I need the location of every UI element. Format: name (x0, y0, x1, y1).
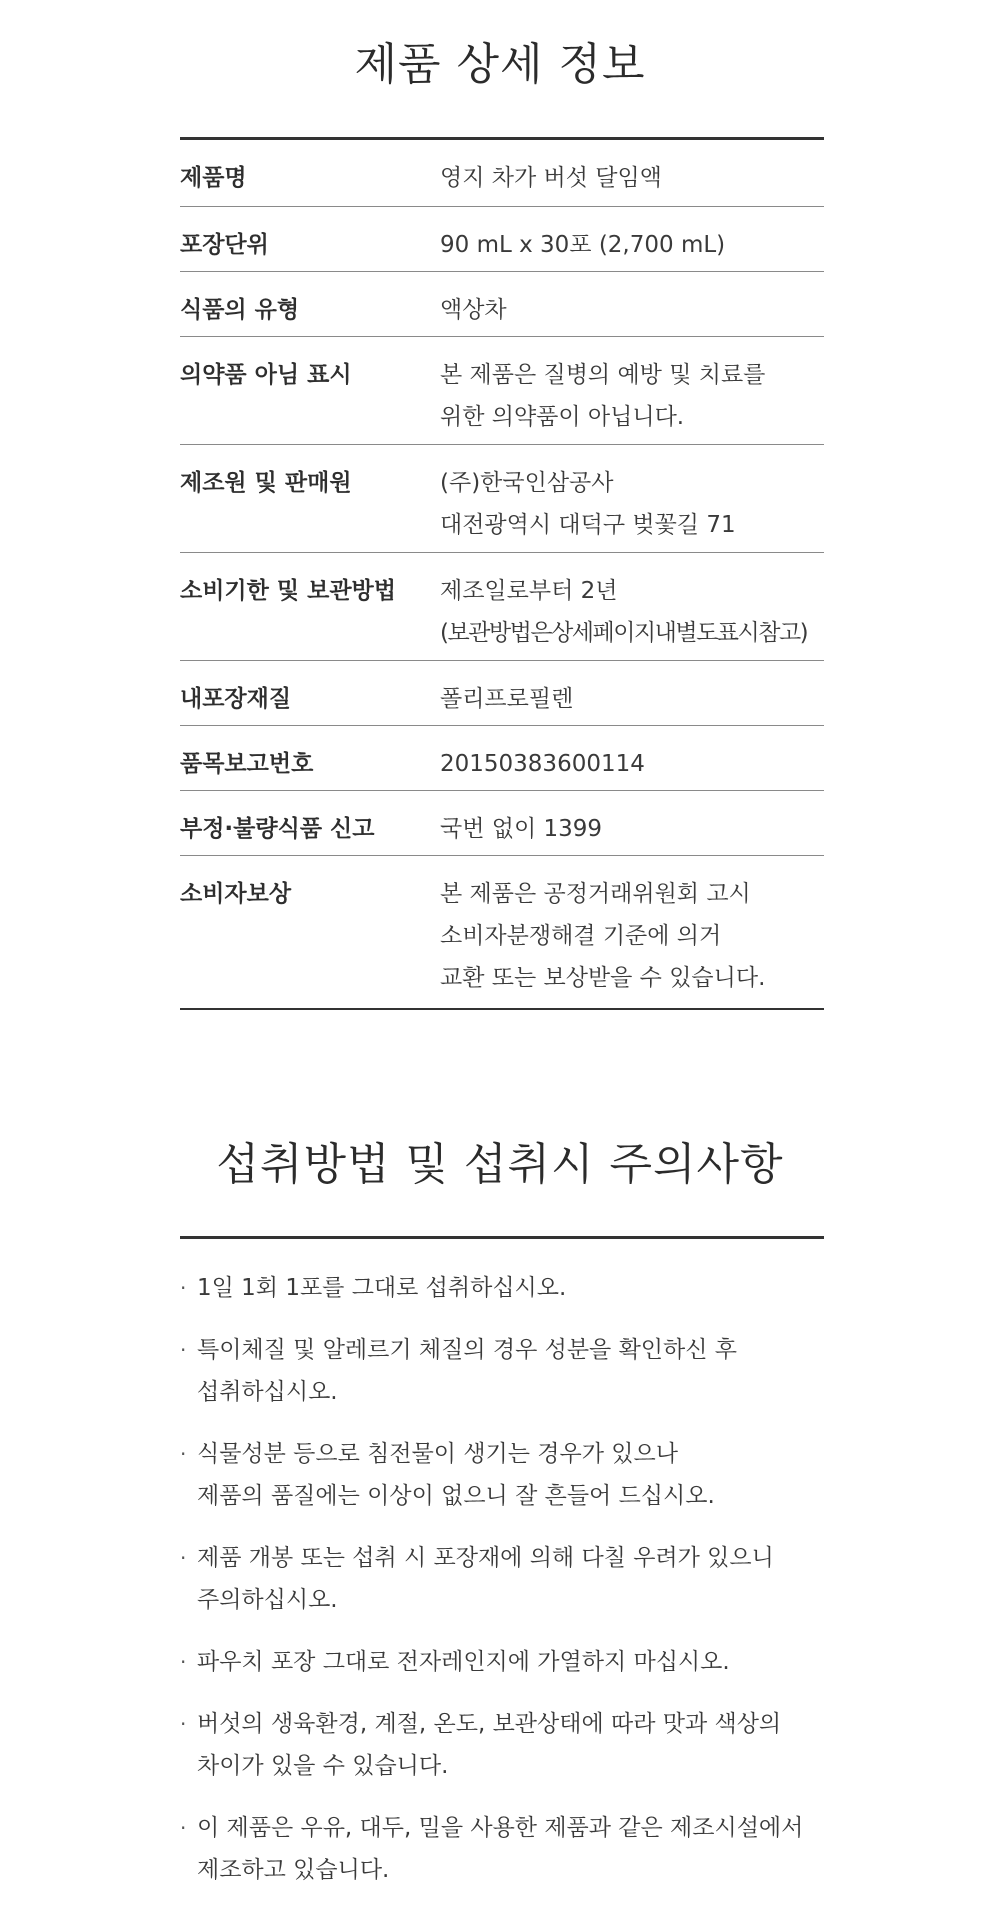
table-row-food-type (180, 272, 824, 337)
row-value-line: 대전광역시 대덕구 벚꽃길 71 (440, 512, 736, 538)
row-value-line: 20150383600114 (440, 751, 645, 777)
table-row-packaging-material (180, 661, 824, 726)
row-value (440, 445, 824, 552)
list-item-text (197, 1433, 715, 1517)
list-item (180, 1807, 824, 1891)
row-value (440, 553, 824, 660)
row-value (440, 337, 824, 444)
row-value-line: 본 제품은 공정거래위원회 고시 (440, 881, 751, 907)
bullet-icon: · (180, 1546, 187, 1570)
bullet-icon: · (180, 1712, 187, 1736)
row-label: 품목보고번호 (180, 751, 314, 777)
table-row-product-name (180, 140, 824, 207)
list-item-line: 제품 개봉 또는 섭취 시 포장재에 의해 다칠 우려가 있으니 (197, 1545, 774, 1571)
list-item-line: 이 제품은 우유, 대두, 밀을 사용한 제품과 같은 제조시설에서 (197, 1815, 804, 1841)
list-item-line: 섭취하십시오. (197, 1379, 338, 1405)
list-item-text (197, 1703, 781, 1787)
list-item-line: 버섯의 생육환경, 계절, 온도, 보관상태에 따라 맛과 색상의 (197, 1711, 782, 1737)
row-value-line: 90 mL x 30포 (2,700 mL) (440, 232, 726, 258)
list-item (180, 1329, 824, 1413)
row-label: 제품명 (180, 165, 247, 191)
list-item-text (197, 1807, 803, 1891)
list-item (180, 1703, 824, 1787)
intake-notes-list (180, 1236, 824, 1911)
list-item (180, 1433, 824, 1517)
row-label: 소비기한 및 보관방법 (180, 578, 396, 604)
row-value (440, 207, 824, 271)
list-item-text (197, 1537, 774, 1621)
row-value-line: 소비자분쟁해결 기준에 의거 (440, 923, 722, 949)
row-label: 의약품 아님 표시 (180, 362, 352, 388)
row-label: 제조원 및 판매원 (180, 470, 352, 496)
row-label: 소비자보상 (180, 881, 292, 907)
list-item-text (197, 1329, 737, 1413)
intake-title: 섭취방법 및 섭취시 주의사항 (216, 1139, 784, 1190)
list-item-line: 주의하십시오. (197, 1587, 338, 1613)
row-label: 부정·불량식품 신고 (180, 816, 375, 842)
row-label: 포장단위 (180, 232, 269, 258)
bullet-icon: · (180, 1442, 187, 1466)
row-value-line: 제조일로부터 2년 (440, 578, 618, 604)
bullet-icon: · (180, 1816, 187, 1840)
table-row-consumer-compensation (180, 856, 824, 1008)
list-item-text (197, 1641, 730, 1683)
list-item (180, 1267, 824, 1309)
row-value (440, 726, 824, 790)
row-value-line: 액상차 (440, 297, 507, 323)
row-value (440, 791, 824, 855)
row-value-line: 교환 또는 보상받을 수 있습니다. (440, 965, 766, 991)
row-value (440, 140, 824, 206)
list-item-line: 1일 1회 1포를 그대로 섭취하십시오. (197, 1275, 567, 1301)
bullet-icon: · (180, 1338, 187, 1362)
row-value (440, 272, 824, 336)
table-row-not-medicine (180, 337, 824, 445)
list-item-line: 제품의 품질에는 이상이 없으니 잘 흔들어 드십시오. (197, 1483, 715, 1509)
list-item-line: 특이체질 및 알레르기 체질의 경우 성분을 확인하신 후 (197, 1337, 737, 1363)
row-value-line: 폴리프로필렌 (440, 686, 574, 712)
row-label: 내포장재질 (180, 686, 292, 712)
row-label: 식품의 유형 (180, 297, 300, 323)
list-item-line: 식물성분 등으로 침전물이 생기는 경우가 있으나 (197, 1441, 678, 1467)
table-row-expiry-storage (180, 553, 824, 661)
product-info-title: 제품 상세 정보 (354, 39, 646, 90)
row-value (440, 856, 824, 1008)
list-item-line: 파우치 포장 그대로 전자레인지에 가열하지 마십시오. (197, 1649, 730, 1675)
row-value (440, 661, 824, 725)
bullet-icon: · (180, 1276, 187, 1300)
list-item-text (197, 1267, 566, 1309)
list-item-line: 제조하고 있습니다. (197, 1857, 390, 1883)
list-item-line: 차이가 있을 수 있습니다. (197, 1753, 449, 1779)
table-row-report-number (180, 726, 824, 791)
row-value-line: (주)한국인삼공사 (440, 470, 614, 496)
table-row-report-hotline (180, 791, 824, 856)
row-value-line: (보관방법은상세페이지내별도표시참고) (440, 620, 808, 646)
list-item (180, 1537, 824, 1621)
bullet-icon: · (180, 1650, 187, 1674)
row-value-line: 위한 의약품이 아닙니다. (440, 404, 685, 430)
row-value-line: 본 제품은 질병의 예방 및 치료를 (440, 362, 766, 388)
table-row-package-unit (180, 207, 824, 272)
row-value-line: 국번 없이 1399 (440, 816, 603, 842)
table-row-manufacturer (180, 445, 824, 553)
row-value-line: 영지 차가 버섯 달임액 (440, 165, 662, 191)
list-item (180, 1641, 824, 1683)
product-info-table (180, 137, 824, 1010)
